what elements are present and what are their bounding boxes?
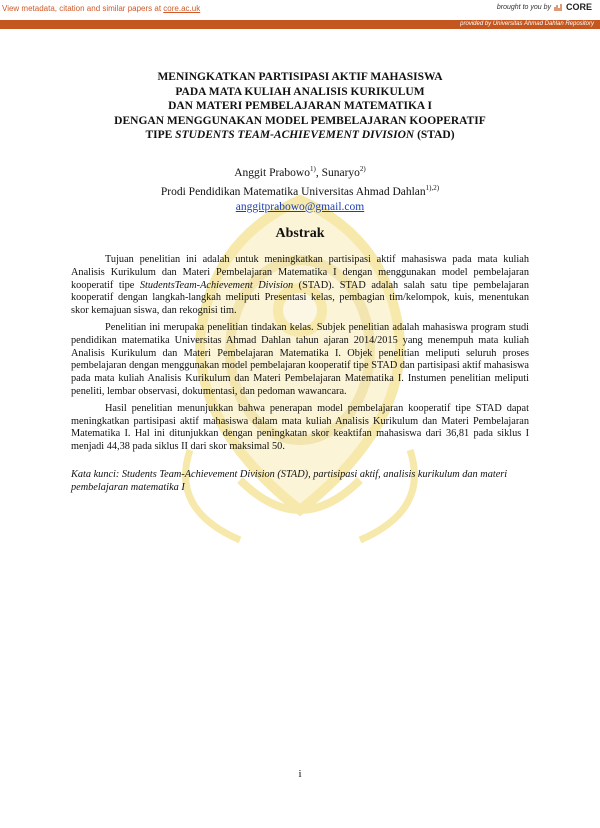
title-line-last	[90, 128, 510, 143]
title-line: DENGAN MENGGUNAKAN MODEL PEMBELAJARAN KOOPERATIF	[114, 114, 486, 127]
p1-italic: StudentsTeam-Achievement Division	[139, 279, 294, 291]
core-logo-text: CORE	[565, 2, 592, 12]
core-link[interactable]: core.ac.uk	[163, 4, 201, 13]
affiliation-sup: 1),2)	[425, 183, 440, 192]
brought-by-text: brought to you by	[496, 3, 551, 11]
affiliation	[100, 181, 500, 200]
title-italic: STUDENTS TEAM-ACHIEVEMENT DIVISION	[175, 129, 415, 141]
author-email-link[interactable]: anggitprabowo@gmail.com	[235, 200, 365, 213]
paper-title	[90, 70, 510, 143]
author-1-sup: 1)	[309, 165, 316, 173]
abstract-paragraph-2: Penelitian ini merupaka penelitian tindakan kelas. Subjek penelitian adalah mahasiswa program studi pendidikan matematika Universitas Ahmad Dahlan tahun ajaran 2014/2015 yang menempuh mata kuliah Analisis Kurikulum dan Materi Pembelajaran Matematika I. Objek penelitian meliputi seluruh proses pembelajaran dengan menggunakan model pembelajaran kooperatif tipe STAD dan partisipasi aktif mahasiswa pada mata kuliah Analisis Kurikulum dan Materi Pembelajaran Matematika I. Instumen penelitian meliputi peneliti, lembar observasi, dokumentasi, dan pedoman wawancara.	[71, 321, 529, 397]
metadata-label: View metadata, citation and similar papers at	[2, 4, 164, 13]
keywords: Kata kunci: Students Team-Achievement Division (STAD), partisipasi aktif, analisis kurikulum dan materi pembelajaran matematika I	[71, 469, 508, 493]
provided-by-text[interactable]: provided by Universitas Ahmad Dahlan Repository	[460, 21, 594, 27]
page-number: i	[298, 768, 302, 780]
p1-text-b: (STAD). STAD adalah salah satu tipe pembelajaran kooperatif dengan langkah-langkah meliputi Presentasi kelas, pembagian tim/kelompok, kuis, menentukan skor kemajuan siswa, dan rekognisi tim.	[71, 279, 529, 317]
core-metadata-text	[2, 4, 200, 13]
author-1: Anggit Prabowo	[234, 166, 310, 179]
abstract-body	[71, 254, 529, 458]
author-2: , Sunaryo	[315, 166, 360, 179]
title-line: PADA MATA KULIAH ANALISIS KURIKULUM	[175, 85, 425, 98]
title-line: DAN MATERI PEMBELAJARAN MATEMATIKA I	[168, 100, 432, 112]
core-logo-icon	[554, 3, 563, 12]
title-line: MENINGKATKAN PARTISIPASI AKTIF MAHASISWA	[157, 71, 443, 83]
provided-by-bar	[0, 20, 600, 29]
affiliation-text: Prodi Pendidikan Matematika Universitas Ahmad Dahlan	[160, 185, 426, 198]
core-banner	[0, 0, 600, 20]
abstract-heading: Abstrak	[275, 226, 325, 241]
core-brand[interactable]	[497, 2, 592, 12]
author-names	[100, 162, 500, 181]
title-post: (STAD)	[414, 129, 455, 141]
abstract-paragraph-3: Hasil penelitian menunjukkan bahwa penerapan model pembelajaran kooperatif tipe STAD dapat meningkatkan partisipasi aktif mahasiswa dalam mata kuliah Analisis Kurikulum dan Materi Pembelajaran Matematika I. Hal ini ditunjukkan dengan peningkatan skor keaktifan mahasiswa dari 36,81 pada siklus I menjadi 44,38 pada siklus II dari skor maksimal 50.	[71, 402, 529, 453]
abstract-paragraph-1	[71, 254, 529, 318]
p1-text-a: Tujuan penelitian ini adalah untuk meningkatkan partisipasi aktif mahasiswa pada mata kuliah Analisis Kurikulum dan Materi Pembelajaran Matematika I dengan menggunakan model pembelajaran kooperatif tipe	[71, 254, 529, 291]
author-2-sup: 2)	[359, 165, 366, 173]
title-pre: TIPE	[145, 129, 176, 141]
author-block	[100, 162, 500, 215]
